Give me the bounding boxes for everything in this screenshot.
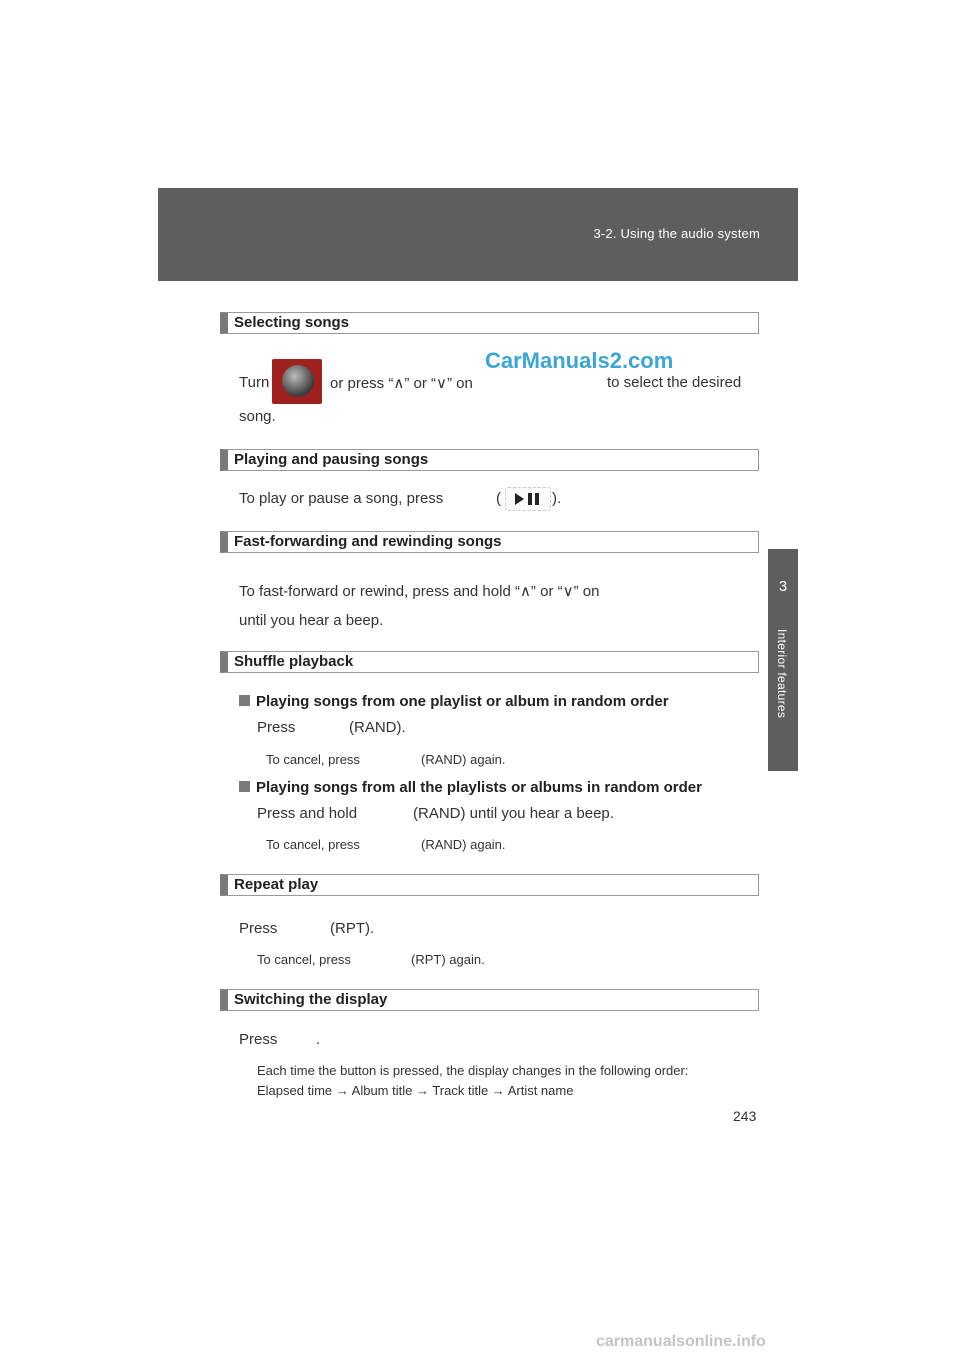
play-pause-icon [505,487,551,511]
section-header-selecting [220,312,759,334]
repeat-rpt: (RPT). [330,920,375,937]
shuffle-subheading-one [239,693,669,710]
shuffle-press-hold: Press and hold [257,805,358,822]
selecting-text-turn: Turn [239,374,270,391]
section-header-shuffle [220,651,759,673]
display-press: Press [239,1031,278,1048]
section-title: Playing and pausing songs [234,451,429,468]
section-title: Selecting songs [234,314,350,331]
selecting-text-press: or press “∧” or “∨” on [330,375,473,392]
page-number: 243 [733,1108,757,1124]
subheading-text: Playing songs from all the playlists or albums in random order [256,779,702,796]
display-dot: . [316,1031,321,1048]
shuffle-press: Press [257,719,296,736]
watermark: CarManuals2.com [485,348,674,373]
shuffle-cancel-a: To cancel, press [266,752,360,767]
footer-watermark: carmanualsonline.info [596,1333,766,1350]
section-title: Fast-forwarding and rewinding songs [234,533,502,550]
bullet-square-icon [239,781,250,792]
chapter-header [158,188,798,281]
repeat-cancel-a: To cancel, press [257,952,351,967]
chapter-label: Interior features [775,629,789,719]
playing-text: To play or pause a song, press [239,490,444,507]
section-header-fastforward [220,531,759,553]
tune-file-knob-icon [272,359,322,404]
playing-paren-open: ( [496,490,501,507]
repeat-press: Press [239,920,278,937]
knob-dial [282,365,314,397]
bullet-square-icon [239,695,250,706]
pause-bar [528,493,532,505]
section-header-playing [220,449,759,471]
fastforward-text: To fast-forward or rewind, press and hold “∧” or “∨” on [239,583,600,600]
section-header-repeat [220,874,759,896]
fastforward-text-2: until you hear a beep. [239,612,384,629]
chapter-number: 3 [778,578,788,595]
shuffle-rand: (RAND). [349,719,406,736]
subheading-text: Playing songs from one playlist or album in random order [256,693,669,710]
display-note-2: Elapsed time → Album title → Track title → Artist name [257,1083,574,1098]
shuffle-subheading-all [239,779,702,796]
side-tab [768,549,798,771]
shuffle-rand-hold: (RAND) until you hear a beep. [413,805,614,822]
repeat-cancel-b: (RPT) again. [411,952,485,967]
section-header-display [220,989,759,1011]
pause-bar [535,493,539,505]
shuffle-cancel-b: (RAND) again. [421,752,506,767]
chapter-title: 3-2. Using the audio system [593,226,760,241]
display-note-1: Each time the button is pressed, the display changes in the following order: [257,1063,689,1078]
play-triangle [515,493,524,505]
selecting-text-song: song. [239,408,276,425]
section-title: Switching the display [234,991,388,1008]
shuffle-cancel-b: (RAND) again. [421,837,506,852]
shuffle-cancel-a: To cancel, press [266,837,360,852]
section-title: Shuffle playback [234,653,354,670]
selecting-text-desired: to select the desired [607,374,742,391]
section-title: Repeat play [234,876,319,893]
playing-paren-close: ). [552,490,562,507]
